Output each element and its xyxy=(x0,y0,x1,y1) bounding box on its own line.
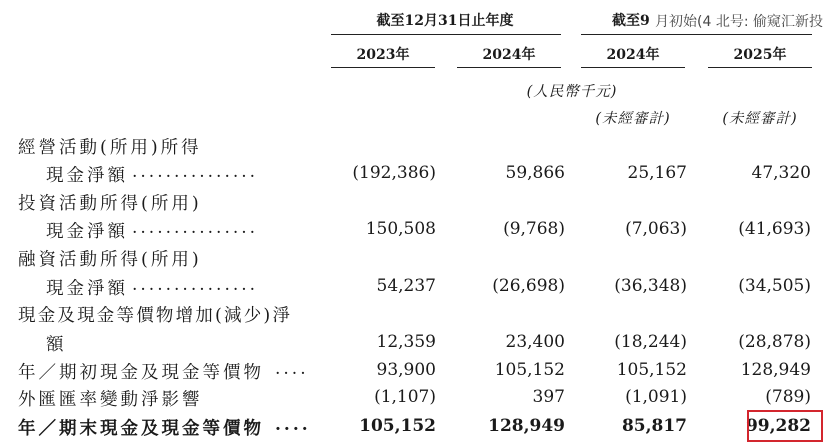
row-label-operating: 經營活動(所用)所得 xyxy=(18,138,202,158)
row-sublabel-net-change: 額 xyxy=(46,335,67,355)
value-operating-2023: (192,386) xyxy=(352,163,436,183)
value-investing-2024: (9,768) xyxy=(503,219,565,239)
unaudited-note-2024: (未經審計) xyxy=(595,111,671,127)
value-opening-cash-2023: 93,900 xyxy=(376,360,436,380)
value-closing-cash-2023: 105,152 xyxy=(359,416,436,436)
value-opening-cash-2025: 128,949 xyxy=(740,360,811,380)
col-header-2025: 2025年 xyxy=(733,47,787,63)
value-investing-2025: (41,693) xyxy=(738,219,811,239)
interim-period-header: 截至9 xyxy=(612,13,650,29)
highlight-box xyxy=(747,410,823,442)
value-financing-2024: (26,698) xyxy=(492,276,565,296)
value-net-change-2024-interim: (18,244) xyxy=(614,332,687,352)
row-label-net-change: 現金及現金等價物增加(減少)淨 xyxy=(18,306,293,326)
row-label-opening-cash: 年／期初現金及現金等價物 xyxy=(18,363,264,383)
row-leader-opening-cash: .... xyxy=(275,359,309,379)
value-opening-cash-2024-interim: 105,152 xyxy=(616,360,687,380)
watermark-text: 月初始(4 北号: 偷窥汇新投 xyxy=(655,14,823,30)
currency-unit: (人民幣千元) xyxy=(526,84,618,100)
value-operating-2024: 59,866 xyxy=(505,163,565,183)
col-rule-2024-interim xyxy=(581,67,685,68)
row-sublabel-operating: 現金淨額 xyxy=(46,166,128,186)
fiscal-year-header: 截至12月31日止年度 xyxy=(376,13,514,29)
row-leader-operating: ............... xyxy=(132,162,259,182)
value-fx-effect-2024: 397 xyxy=(532,387,565,407)
col-header-2023: 2023年 xyxy=(356,47,410,63)
value-closing-cash-2024: 128,949 xyxy=(488,416,565,436)
row-sublabel-investing: 現金淨額 xyxy=(46,222,128,242)
col-rule-2024-annual xyxy=(457,67,561,68)
value-investing-2023: 150,508 xyxy=(365,219,436,239)
col-rule-2025 xyxy=(708,67,812,68)
value-investing-2024-interim: (7,063) xyxy=(625,219,687,239)
col-header-2024-annual: 2024年 xyxy=(482,47,536,63)
col-header-2024-interim: 2024年 xyxy=(606,47,660,63)
value-closing-cash-2024-interim: 85,817 xyxy=(621,416,687,436)
value-financing-2024-interim: (36,348) xyxy=(614,276,687,296)
row-label-investing: 投資活動所得(所用) xyxy=(18,194,202,214)
value-fx-effect-2024-interim: (1,091) xyxy=(625,387,687,407)
value-net-change-2024: 23,400 xyxy=(505,332,565,352)
row-leader-closing-cash: .... xyxy=(275,415,311,435)
row-label-financing: 融資活動所得(所用) xyxy=(18,250,202,270)
value-financing-2025: (34,505) xyxy=(738,276,811,296)
value-net-change-2025: (28,878) xyxy=(738,332,811,352)
value-operating-2024-interim: 25,167 xyxy=(627,163,687,183)
row-label-fx-effect: 外匯匯率變動淨影響 xyxy=(18,390,203,410)
header-rule-annual xyxy=(331,34,561,35)
value-fx-effect-2023: (1,107) xyxy=(374,387,436,407)
header-rule-interim xyxy=(581,34,812,35)
row-leader-financing: ............... xyxy=(132,275,259,295)
unaudited-note-2025: (未經審計) xyxy=(722,111,798,127)
col-rule-2023 xyxy=(331,67,435,68)
value-opening-cash-2024: 105,152 xyxy=(494,360,565,380)
value-financing-2023: 54,237 xyxy=(376,276,436,296)
value-closing-cash-2025: 99,282 xyxy=(745,416,811,436)
row-label-closing-cash: 年／期末現金及現金等價物 xyxy=(18,419,264,439)
value-fx-effect-2025: (789) xyxy=(765,387,811,407)
row-sublabel-financing: 現金淨額 xyxy=(46,279,128,299)
value-net-change-2023: 12,359 xyxy=(376,332,436,352)
value-operating-2025: 47,320 xyxy=(751,163,811,183)
row-leader-investing: ............... xyxy=(132,218,259,238)
